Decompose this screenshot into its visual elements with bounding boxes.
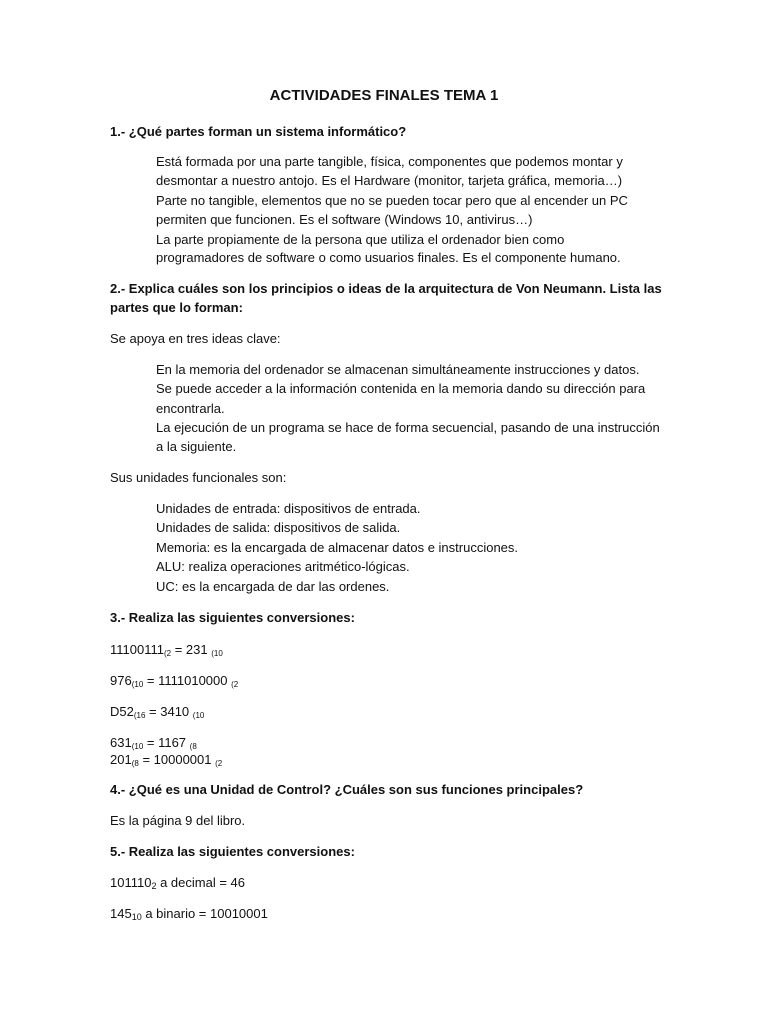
unit-item: Memoria: es la encargada de almacenar datos e instrucciones. — [156, 540, 519, 555]
answer-1-line: La parte propiamente de la persona que utiliza el ordenador bien como — [156, 232, 565, 247]
document-title: ACTIVIDADES FINALES TEMA 1 — [269, 87, 499, 104]
question-4: 4.- ¿Qué es una Unidad de Control? ¿Cuáles son sus funciones principales? — [110, 782, 584, 797]
question-1: 1.- ¿Qué partes forman un sistema informático? — [110, 124, 407, 139]
idea-line: En la memoria del ordenador se almacenan simultáneamente instrucciones y datos. — [156, 362, 640, 377]
idea-line: a la siguiente. — [156, 439, 237, 454]
question-3: 3.- Realiza las siguientes conversiones: — [110, 610, 355, 625]
answer-1-line: desmontar a nuestro antojo. Es el Hardware (monitor, tarjeta gráfica, memoria…) — [156, 173, 623, 188]
conversion-row: $101110_2$ a decimal = 46 — [110, 875, 245, 891]
question-2-cont: partes que lo forman: — [110, 300, 243, 315]
conversion-row: $631_{(10} = 1167$ $_{(8}$ — [110, 735, 197, 751]
question-2: 2.- Explica cuáles son los principios o ideas de la arquitectura de Von Neumann. Lista las — [110, 281, 662, 296]
answer-4: Es la página 9 del libro. — [110, 813, 246, 828]
idea-line: Se puede acceder a la información contenida en la memoria dando su dirección para — [156, 381, 646, 396]
unit-item: Unidades de entrada: dispositivos de entrada. — [156, 501, 421, 516]
answer-1-line: Parte no tangible, elementos que no se pueden tocar pero que al encender un PC — [156, 193, 628, 208]
answer-2-intro: Se apoya en tres ideas clave: — [110, 331, 281, 346]
unit-item: ALU: realiza operaciones aritmético-lógicas. — [156, 559, 410, 574]
units-intro: Sus unidades funcionales son: — [110, 470, 287, 485]
unit-item: Unidades de salida: dispositivos de salida. — [156, 520, 401, 535]
conversion-row: $11100111_{(2} = 231$ $_{(10}$ — [110, 642, 223, 658]
conversion-row: $D52_{(16} = 3410$ $_{(10}$ — [110, 704, 205, 720]
conversion-row: $145_{10}$ a binario = 10010001 — [110, 906, 268, 922]
unit-item: UC: es la encargada de dar las ordenes. — [156, 579, 390, 594]
conversion-row: $976_{(10} = 1111010000$ $_{(2}$ — [110, 673, 239, 689]
answer-1-line: programadores de software o como usuarios finales. Es el componente humano. — [156, 250, 621, 265]
idea-line: La ejecución de un programa se hace de forma secuencial, pasando de una instrucción — [156, 420, 660, 435]
answer-1-line: permiten que funcionen. Es el software (Windows 10, antivirus…) — [156, 212, 533, 227]
conversion-row: $201_{(8} = 10000001$ $_{(2}$ — [110, 752, 223, 768]
answer-1-line: Está formada por una parte tangible, física, componentes que podemos montar y — [156, 154, 623, 169]
question-5: 5.- Realiza las siguientes conversiones: — [110, 844, 355, 859]
idea-line: encontrarla. — [156, 401, 225, 416]
